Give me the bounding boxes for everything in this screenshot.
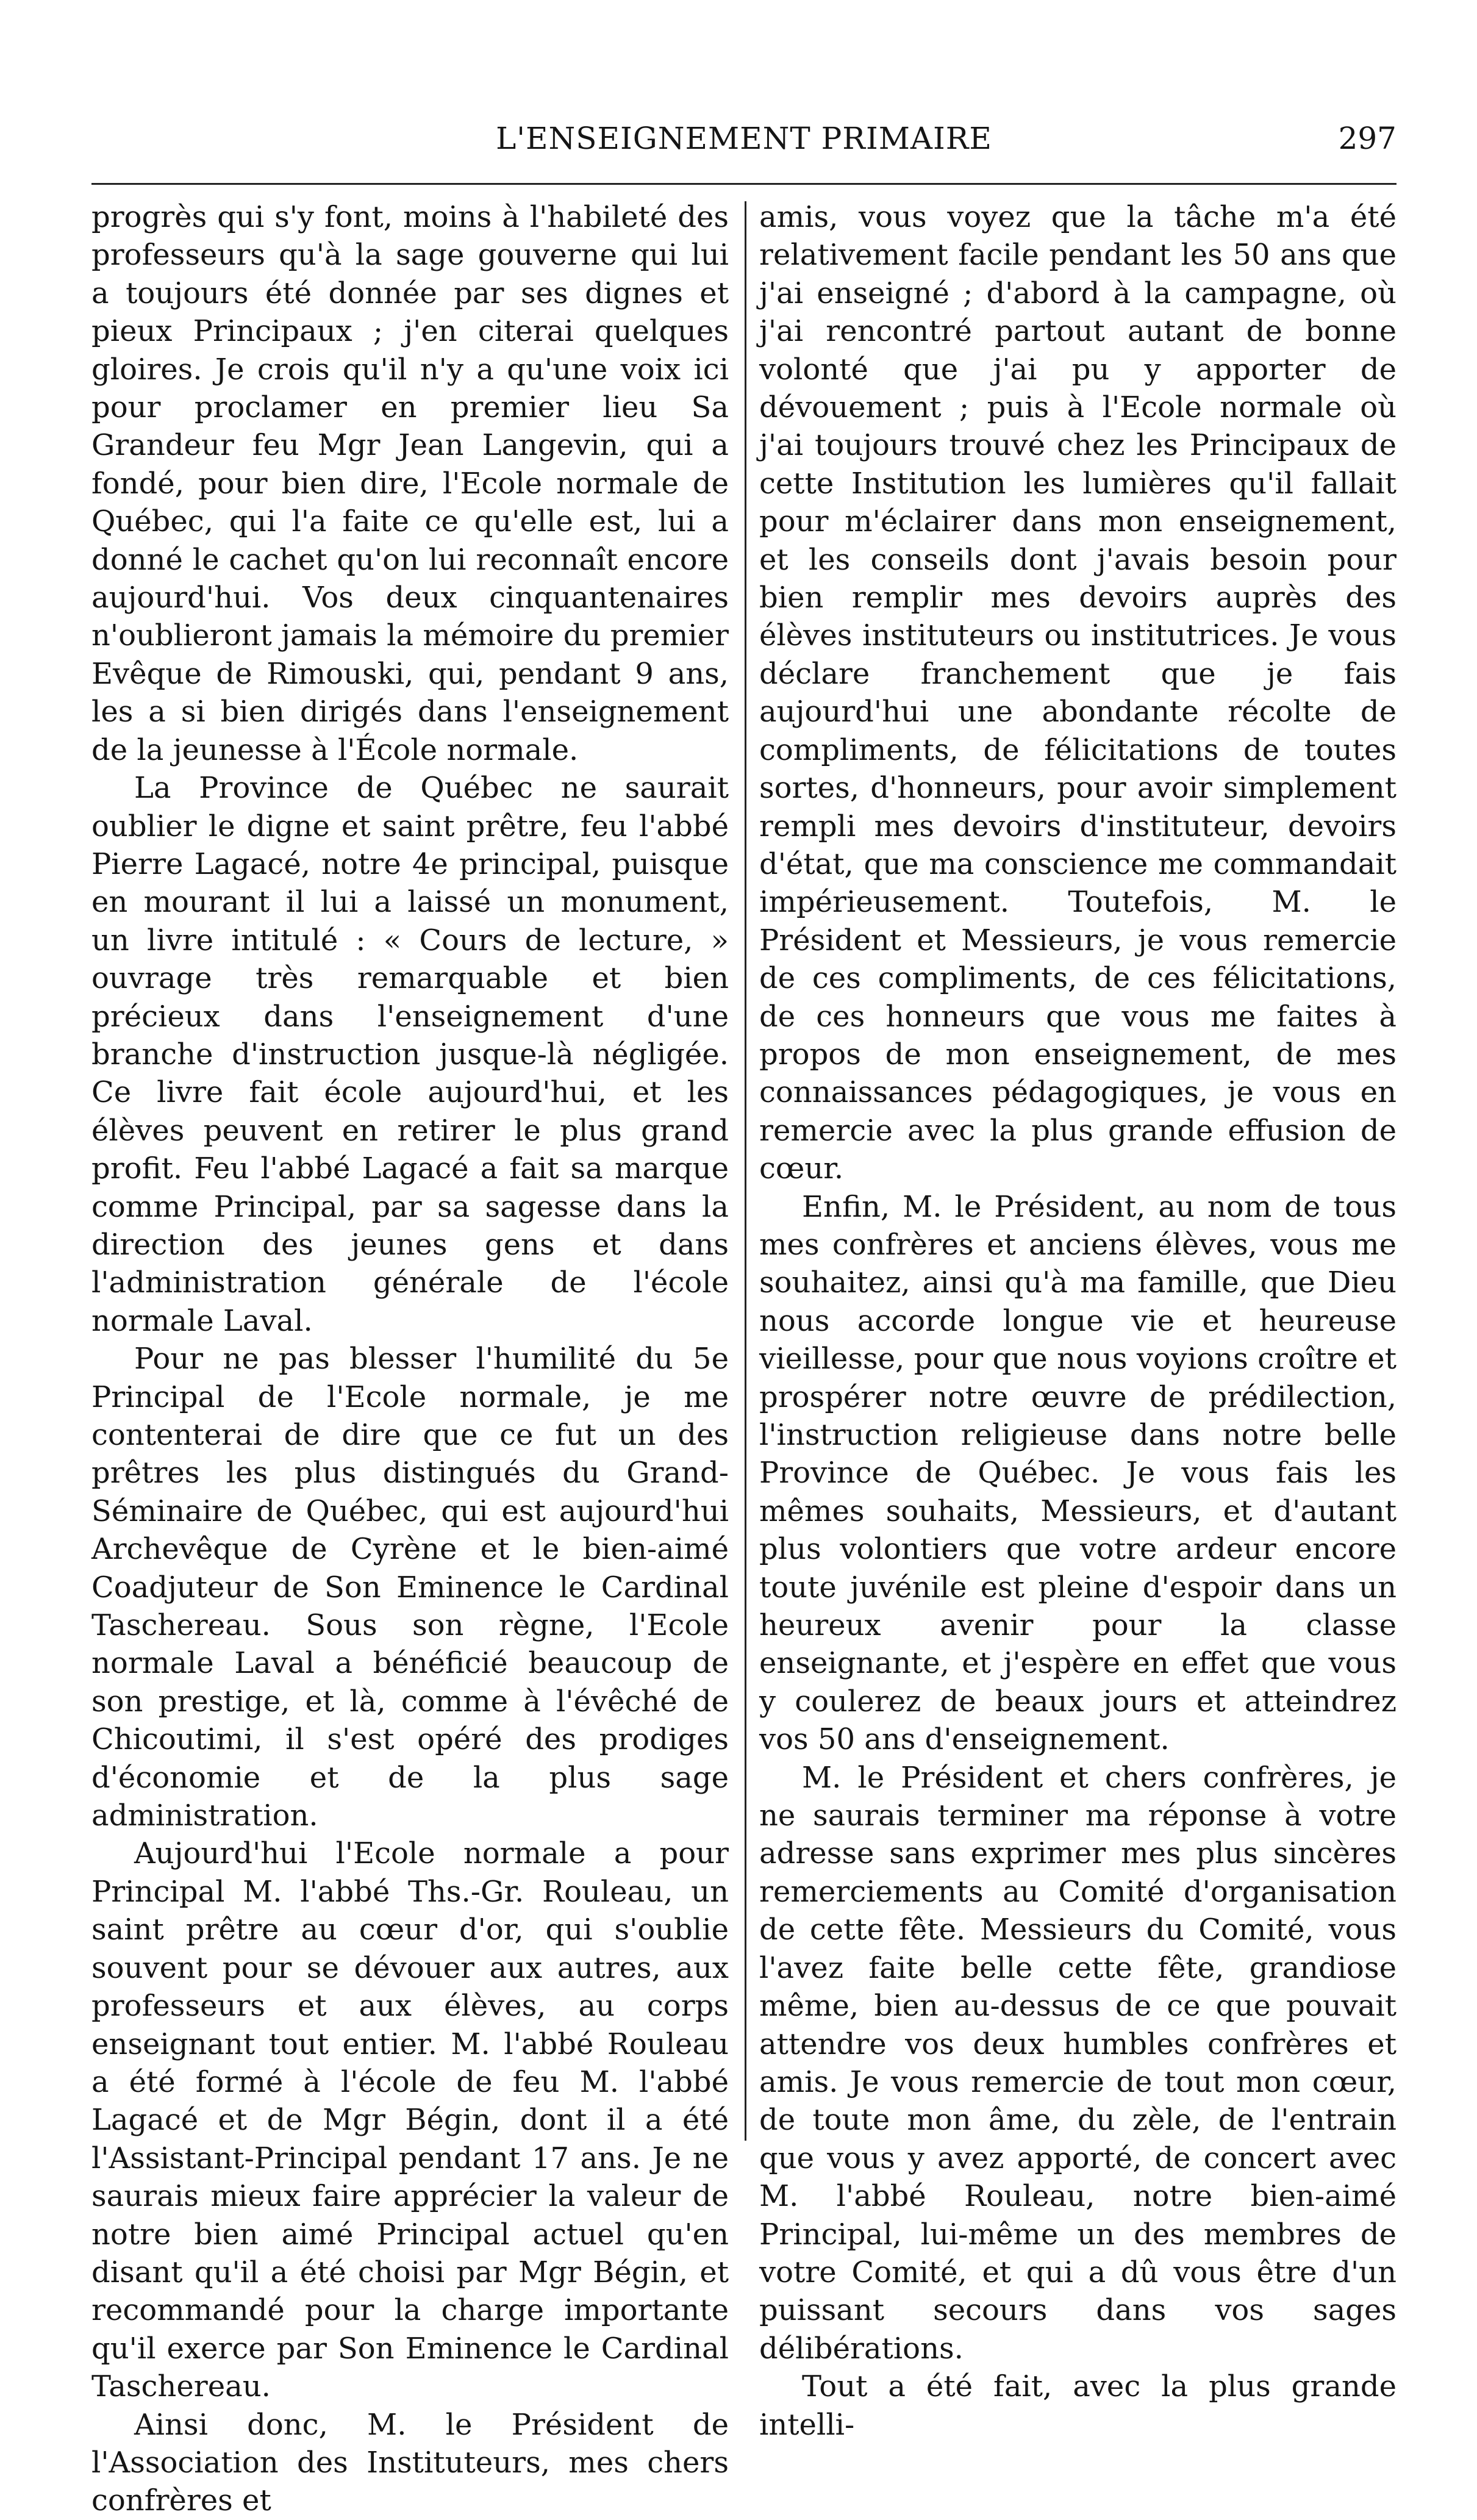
paragraph: M. le Président et chers confrères, je ne saurais terminer ma réponse à votre adresse sans exprimer mes plus sincères remerciements au Comité d'organisation de cette fête. Messieurs du Comité, vous l'avez faite belle cette fête, grandiose même, bien au-dessus de ce que pouvait attendre vos deux humbles confrères et amis. Je vous remercie de tout mon cœur, de toute mon âme, du zèle, de l'entrain que vous y avez apporté, de concert avec M. l'abbé Rouleau, notre bien-aimé Principal, lui-même un des membres de votre Comité, et qui a dû vous être d'un puissant secours dans vos sages délibérations.	[759, 1760, 1397, 2366]
paragraph: Aujourd'hui l'Ecole normale a pour Principal M. l'abbé Ths.-Gr. Rouleau, un saint prêtre au cœur d'or, qui s'oublie souvent pour se dévouer aux autres, aux professeurs et aux élèves, au corps enseignant tout entier. M. l'abbé Rouleau a été formé à l'école de feu M. l'abbé Lagacé et de Mgr Bégin, dont il a été l'Assistant-Principal pendant 17 ans. Je ne saurais mieux faire apprécier la valeur de notre bien aimé Principal actuel qu'en disant qu'il a été choisi par Mgr Bégin, et recommandé pour la charge importante qu'il exerce par Son Eminence le Cardinal Taschereau.	[91, 1836, 729, 2404]
header-rule	[91, 183, 1397, 185]
paragraph: Ainsi donc, M. le Président de l'Association des Instituteurs, mes chers confrères et	[91, 2407, 729, 2518]
paragraph: amis, vous voyez que la tâche m'a été relativement facile pendant les 50 ans que j'ai enseigné ; d'abord à la campagne, où j'ai rencontré partout autant de bonne volonté que j'ai pu y apporter de dévouement ; puis à l'Ecole normale où j'ai toujours trouvé chez les Principaux de cette Institution les lumières qu'il fallait pour m'éclairer dans mon enseignement, et les conseils dont j'avais besoin pour bien remplir mes devoirs auprès des élèves instituteurs ou institutrices. Je vous déclare franchement que je fais aujourd'hui une abondante récolte de compliments, de félicitations de toutes sortes, d'honneurs, pour avoir simplement rempli mes devoirs d'instituteur, devoirs d'état, que ma conscience me commandait impérieusement. Toutefois, M. le Président et Messieurs, je vous remercie de ces compliments, de ces félicitations, de ces honneurs que vous me faites à propos de mon enseignement, de mes connaissances pédagogiques, je vous en remercie avec la plus grande effusion de cœur.	[759, 200, 1397, 1186]
paragraph: Tout a été fait, avec la plus grande intelli-	[759, 2369, 1397, 2442]
paragraph: La Province de Québec ne saurait oublier le digne et saint prêtre, feu l'abbé Pierre Lagacé, notre 4e principal, puisque en mourant il lui a laissé un monument, un livre intitulé : « Cours de lecture, » ouvrage très remarquable et bien précieux dans l'enseignement d'une branche d'instruction jusque-là négligée. Ce livre fait école aujourd'hui, et les élèves peuvent en retirer le plus grand profit. Feu l'abbé Lagacé a fait sa marque comme Principal, par sa sagesse dans la direction des jeunes gens et dans l'administration générale de l'école normale Laval.	[91, 771, 729, 1338]
page-header	[91, 116, 1397, 165]
page-number: 297	[1338, 121, 1397, 156]
running-title: L'ENSEIGNEMENT PRIMAIRE	[496, 121, 992, 156]
left-column	[91, 198, 729, 2518]
paragraph: progrès qui s'y font, moins à l'habileté des professeurs qu'à la sage gouverne qui lui a toujours été donnée par ses dignes et pieux Principaux ; j'en citerai quelques gloires. Je crois qu'il n'y a qu'une voix ici pour proclamer en premier lieu Sa Grandeur feu Mgr Jean Langevin, qui a fondé, pour bien dire, l'Ecole normale de Québec, qui l'a faite ce qu'elle est, lui a donné le cachet qu'on lui reconnaît encore aujourd'hui. Vos deux cinquantenaires n'oublieront jamais la mémoire du premier Evêque de Rimouski, qui, pendant 9 ans, les a si bien dirigés dans l'enseignement de la jeunesse à l'École normale.	[91, 200, 729, 767]
paragraph: Enfin, M. le Président, au nom de tous mes confrères et anciens élèves, vous me souhaitez, ainsi qu'à ma famille, que Dieu nous accorde longue vie et heureuse vieillesse, pour que nous voyions croître et prospérer notre œuvre de prédilection, l'instruction religieuse dans notre belle Province de Québec. Je vous fais les mêmes souhaits, Messieurs, et d'autant plus volontiers que votre ardeur encore toute juvénile est pleine d'espoir dans un heureux avenir pour la classe enseignante, et j'espère en effet que vous y coulerez de beaux jours et atteindrez vos 50 ans d'enseignement.	[759, 1189, 1397, 1757]
paragraph: Pour ne pas blesser l'humilité du 5e Principal de l'Ecole normale, je me contenterai de dire que ce fut un des prêtres les plus distingués du Grand-Séminaire de Québec, qui est aujourd'hui Archevêque de Cyrène et le bien-aimé Coadjuteur de Son Eminence le Cardinal Taschereau. Sous son règne, l'Ecole normale Laval a bénéficié beaucoup de son prestige, et là, comme à l'évêché de Chicoutimi, il s'est opéré des prodiges d'économie et de la plus sage administration.	[91, 1342, 729, 1833]
column-divider	[745, 201, 746, 2141]
right-column	[759, 198, 1397, 2442]
